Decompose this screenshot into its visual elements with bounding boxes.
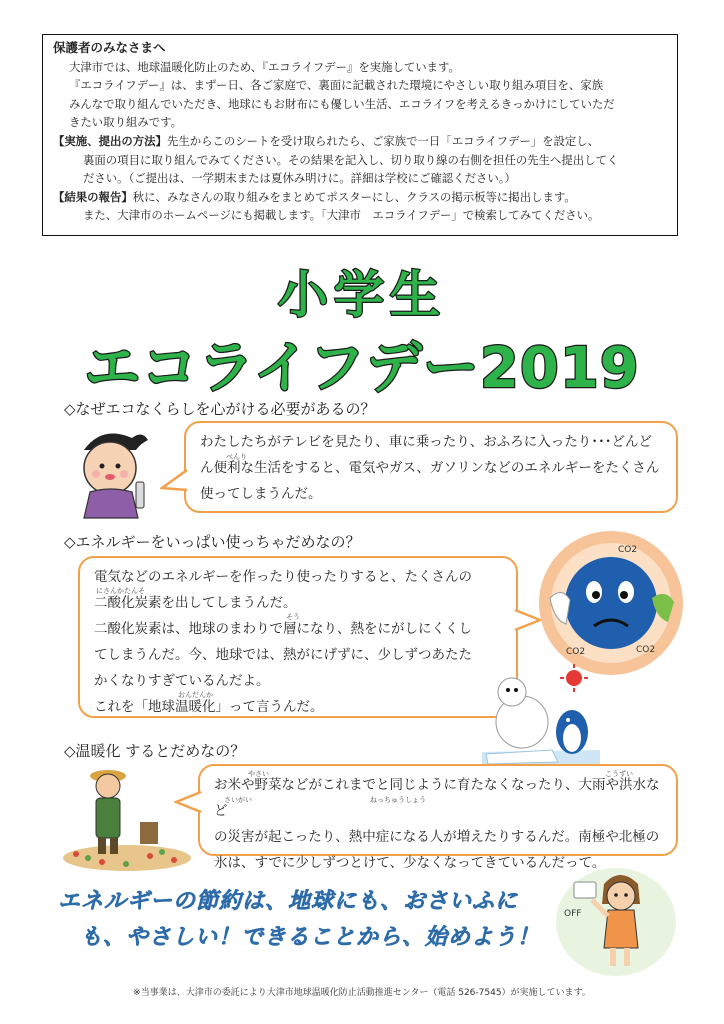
child-character-icon [62, 420, 162, 520]
answer-line: これを「地球温暖化」って言うんだ。 [94, 699, 324, 715]
answer-bubble-2 [78, 556, 518, 718]
bubble-tail [160, 468, 188, 494]
parent-notice-box [42, 34, 678, 236]
notice-line: 『エコライフデー』は、まずー日、各ご家庭で、裏面に記載された環境にやさしい取り組み項目を、家族 [69, 78, 604, 93]
answer-line: 二酸化炭素は、地球のまわりで層になり、熱をにがしにくくし [94, 621, 472, 637]
notice-line: また、大津市のホームページにも掲載します。「大津市 エコライフデー」で検索してみてください。 [83, 208, 600, 223]
answer-bubble-1 [184, 421, 678, 513]
ruby-saigai: さいがい [224, 796, 252, 804]
answer-line: わたしたちがテレビを見たり、車に乗ったり、おふろに入ったり･･･どんど [200, 434, 652, 450]
slogan-line-1: エネルギーの節約は、地球にも、おさいふに [58, 889, 519, 914]
ruby-ondanka: おんだんか [178, 691, 213, 699]
answer-line: てしまうんだ。今、地球では、熱がにげずに、少しずつあたた [94, 647, 472, 663]
title-line-1: 小学生 [278, 266, 446, 324]
notice-line: 大津市では、地球温暖化防止のため、『エコライフデー』を実施しています。 [69, 59, 460, 74]
notice-title: 保護者のみなさまへ [53, 40, 166, 55]
notice-line: 秋に、みなさんの取り組みをまとめてポスターにし、クラスの掲示板等に掲出します。 [132, 189, 576, 204]
notice-line: みんなで取り組んでいただき、地球にもお財布にも優しい生活、エコライフを考えるきっかけにしていただ [69, 96, 615, 111]
notice-line: 裏面の項目に取り組んでみてください。その結果を記入し、切り取り線の右側を担任の先生へ提出してく [83, 152, 619, 167]
ruby-nisanka: にさんかたんそ [96, 587, 145, 595]
girl-switch-icon [554, 858, 678, 978]
answer-line: かくなりすぎているんだよ。 [94, 673, 270, 689]
title-line-2: エコライフデー2019 [84, 336, 640, 401]
impl-heading: 【実施、提出の方法】 [53, 133, 167, 148]
notice-line: ださい。（ご提出は、一学期末または夏休み明けに。詳細は学校にご確認ください。） [83, 171, 516, 186]
notice-line: きたい取り組みです。 [69, 115, 182, 130]
co2-label: CO2 [618, 545, 638, 555]
answer-line: お米や野菜などがこれまでと同じように育たなくなったり、大雨や洪水など [214, 777, 660, 819]
ruby-kouzui: こうずい [605, 770, 633, 778]
ruby-necchusho: ねっちゅうしょう [370, 796, 426, 804]
polar-bear-penguin-icon [482, 662, 600, 766]
answer-line: 電気などのエネルギーを作ったり使ったりすると、たくさんの [94, 569, 472, 585]
answer-line: ん便利な生活をすると、電気やガス、ガソリンなどのエネルギーをたくさん [200, 460, 660, 476]
answer-line: の災害が起こったり、熱中症になる人が増えたりするんだ。南極や北極の [214, 829, 660, 845]
question-2: ◇エネルギーをいっぱい使っちゃだめなの？ [64, 533, 361, 551]
off-label: OFF [564, 909, 582, 919]
bubble-tail [174, 790, 202, 816]
co2-label: CO2 [566, 647, 586, 657]
sad-earth-icon [536, 528, 686, 678]
result-heading: 【結果の報告】 [53, 189, 133, 204]
farmer-field-icon [62, 762, 192, 872]
answer-line: 氷は、すでに少しずつとけて、少なくなってきているんだって。 [214, 855, 606, 871]
co2-label: CO2 [636, 645, 656, 655]
answer-line: 使ってしまうんだ。 [200, 486, 322, 502]
question-1: ◇なぜエコなくらしを心がける必要があるの？ [64, 400, 376, 418]
ruby-yasai: やさい [248, 770, 269, 778]
notice-line: 先生からこのシートを受け取られたら、ご家族で一日「エコライフデー」を設定し、 [166, 133, 600, 148]
ruby-benri: べんり [226, 453, 247, 461]
slogan-line-2: も、やさしい！できることから、始めよう！ [80, 925, 541, 950]
ruby-sou: そう [286, 613, 300, 621]
footer-note: ※当事業は、大津市の委託により大津市地球温暖化防止活動推進センター（電話 526-7545）が実施しています。 [133, 988, 591, 998]
answer-line: 二酸化炭素を出してしまうんだ。 [94, 595, 297, 611]
question-3: ◇温暖化 するとだめなの？ [64, 742, 246, 760]
